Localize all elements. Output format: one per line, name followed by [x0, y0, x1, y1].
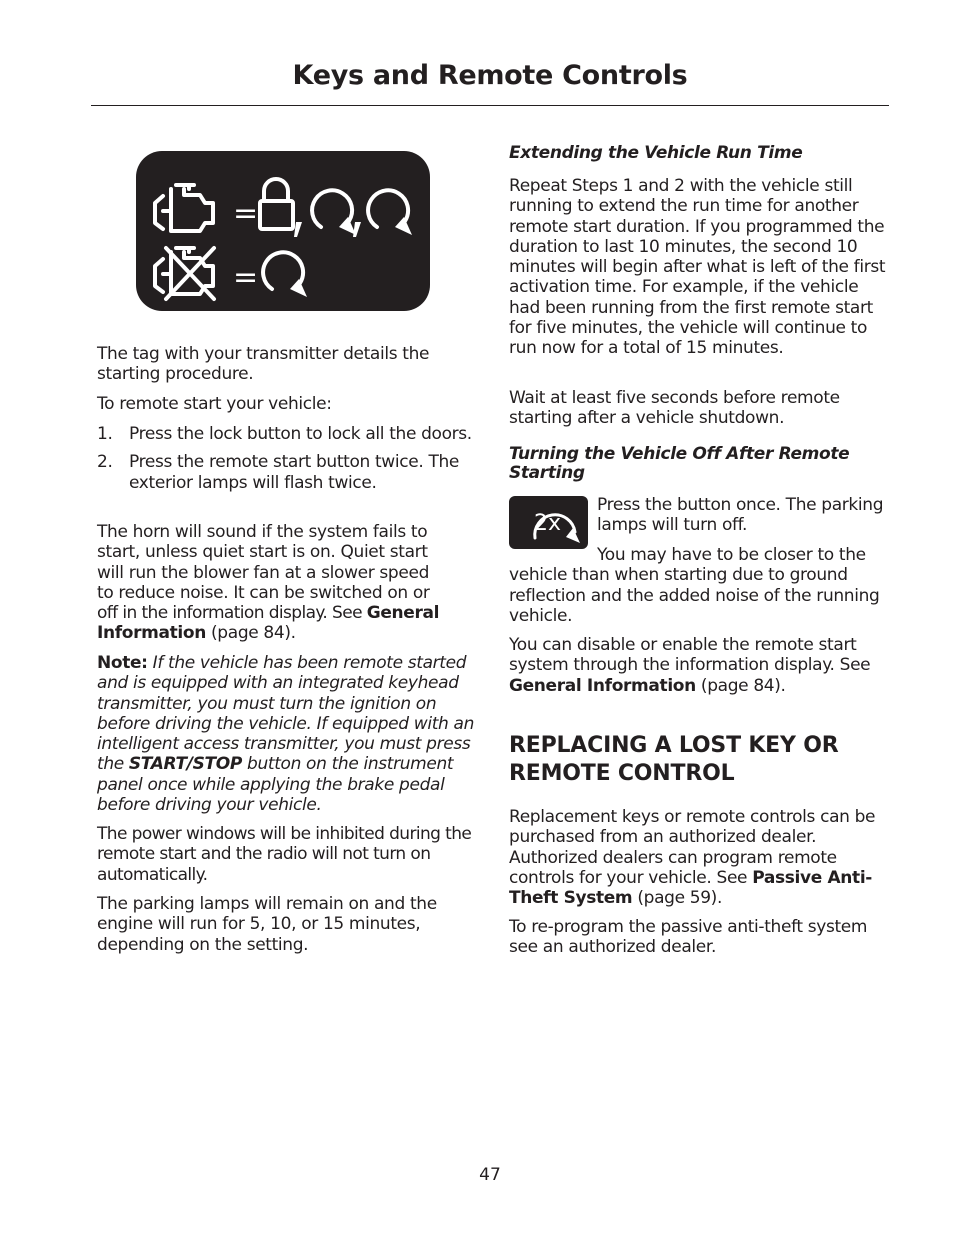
note-text: If the vehicle has been remote started and is equipped with an integrated keyhead transmitter, you must turn the ignition on before driving the vehicle. If equipped with an intelligent access transmitter, you must press the — [97, 653, 474, 775]
page-reference: (page 59). — [632, 888, 723, 909]
step-text: Press the remote start button twice. The exterior lamps will flash twice. — [129, 452, 460, 493]
press-once-paragraph: Press the button once. The parking lamps will turn off. — [597, 495, 884, 536]
cross-reference-link[interactable]: General — [366, 603, 440, 624]
page-number: 47 — [479, 1165, 501, 1185]
equals-sign: = — [233, 260, 259, 295]
disable-text: You can disable or enable the remote start system through the information display. See — [509, 635, 871, 676]
indicator-symbols — [136, 151, 430, 311]
cross-reference-link[interactable]: General Information — [509, 675, 696, 696]
horn-text: will run the blower fan at a slower speed — [97, 562, 430, 583]
rotate-arrow-2x-icon — [509, 496, 588, 549]
engine-off-icon — [155, 248, 214, 299]
cross-reference-link[interactable]: Passive Anti-Theft System — [509, 867, 873, 909]
remote-start-intro: To remote start your vehicle: — [97, 394, 332, 414]
replacement-paragraph — [509, 807, 887, 908]
transmitter-tag-paragraph: The tag with your transmitter details the starting procedure. — [97, 344, 430, 385]
subheading-turning-off: Turning the Vehicle Off After Remote Starting — [509, 444, 850, 483]
step-text: Press the lock button to lock all the doors. — [129, 424, 472, 444]
equals-sign: = — [233, 196, 259, 231]
list-item — [97, 452, 473, 493]
parking-lamps-paragraph: The parking lamps will remain on and the engine will run for 5, 10, or 15 minutes, depending on the setting. — [97, 894, 437, 955]
reprogram-paragraph: To re-program the passive anti-theft system see an authorized dealer. — [509, 917, 868, 958]
section-heading: REPLACING A LOST KEY OR REMOTE CONTROL — [509, 733, 839, 786]
start-stop-label: START/STOP — [128, 754, 242, 775]
title-divider — [91, 105, 889, 106]
wait-paragraph: Wait at least five seconds before remote starting after a vehicle shutdown. — [509, 388, 840, 429]
extending-run-time-paragraph: Repeat Steps 1 and 2 with the vehicle still running to extend the run time for another remote start duration. If you programmed the duration to last 10 minutes, the second 10 minutes will begin after what is left of the first activation time. For example, if the vehicle had been running from the first remote start for five minutes, the vehicle will continue to run now for a total of 15 minutes. — [509, 176, 886, 359]
closer-text: vehicle than when starting due to ground reflection and the added noise of the running vehicle. — [509, 565, 880, 626]
cross-reference-link[interactable]: Information — [97, 623, 206, 644]
closer-text: You may have to be closer to the — [597, 545, 866, 565]
remote-start-steps — [97, 424, 473, 493]
lock-icon — [260, 179, 293, 229]
page-title: Keys and Remote Controls — [292, 60, 688, 91]
note-paragraph — [97, 653, 475, 815]
page-reference: (page 84). — [205, 623, 296, 644]
horn-text: start, unless quiet start is on. Quiet start — [97, 542, 428, 563]
remote-start-indicator-graphic — [136, 151, 430, 311]
remote-start-2x-icon — [509, 496, 588, 549]
replacement-text: Replacement keys or remote controls can be purchased from an authorized dealer. Authorized dealers can program remote controls for your vehicle. See — [509, 807, 876, 888]
step-number: 1. — [97, 424, 113, 444]
engine-icon — [155, 185, 213, 231]
note-label: Note: — [97, 653, 148, 673]
disable-enable-paragraph — [509, 635, 885, 696]
subheading-extending-run-time: Extending the Vehicle Run Time — [509, 143, 803, 163]
twox-label: 2x — [534, 511, 562, 536]
note-text: button on the instrument panel once while applying the brake pedal before driving your vehicle. — [97, 754, 454, 816]
page-reference: (page 84). — [695, 675, 786, 696]
horn-paragraph — [97, 522, 477, 644]
step-number: 2. — [97, 452, 113, 473]
list-item — [97, 424, 473, 444]
horn-text: off in the information display. See — [97, 603, 367, 624]
power-windows-paragraph: The power windows will be inhibited during the remote start and the radio will not turn on automatically. — [97, 824, 472, 885]
closer-paragraph — [509, 545, 885, 626]
horn-text: to reduce noise. It can be switched on or — [97, 582, 430, 603]
horn-text: The horn will sound if the system fails to — [97, 522, 428, 542]
